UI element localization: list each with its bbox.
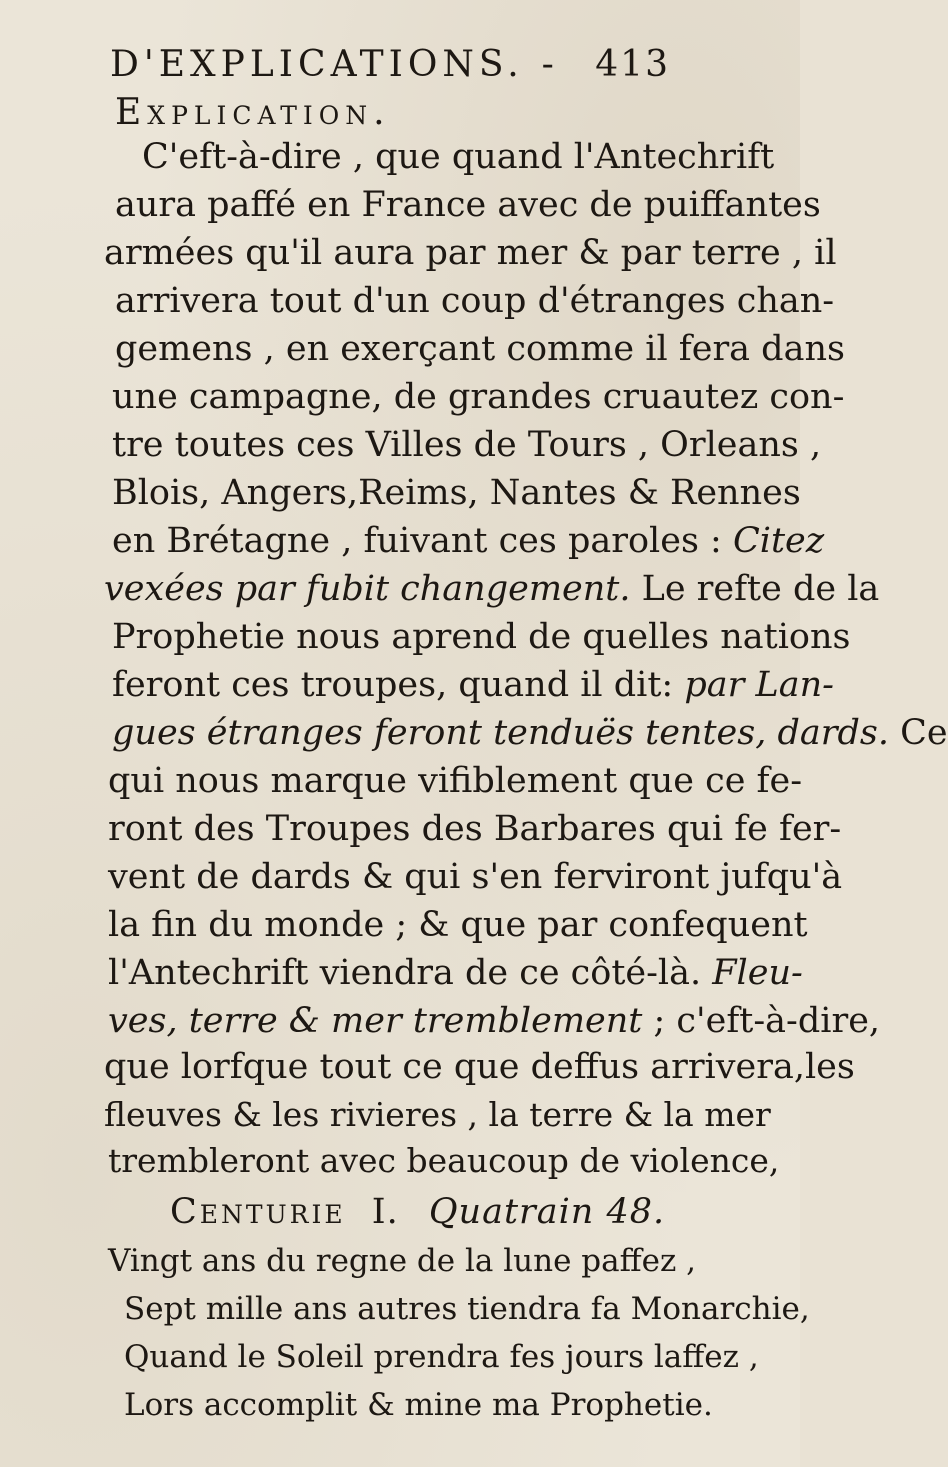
text-line: Prophetie nous aprend de quelles nations (112, 617, 851, 657)
running-head-dash: - (541, 44, 556, 85)
running-head-title: D'EXPLICATIONS. (110, 44, 524, 85)
quatrain-number: Quatrain 48. (428, 1192, 666, 1232)
text-line (112, 521, 825, 561)
text-line (108, 953, 803, 993)
text-line: la fin du monde ; & que par confequent (108, 905, 808, 945)
text-roman: Le refte de la (630, 569, 880, 609)
text-line (112, 665, 834, 705)
century-label: Centurie (170, 1192, 346, 1232)
text-italic: par Lan- (684, 665, 834, 705)
text-roman: l'Antechrift viendra de ce côté-là. (108, 953, 713, 993)
text-line: qui nous marque vifiblement que ce fe- (108, 761, 803, 801)
text-line: aura paffé en France avec de puiffantes (115, 185, 821, 225)
text-roman: Ce (888, 713, 948, 753)
century-heading (170, 1192, 665, 1232)
text-line: trembleront avec beaucoup de violence, (108, 1141, 780, 1180)
text-line (112, 713, 948, 753)
text-italic: Fleu- (712, 953, 803, 993)
text-line: vent de dards & qui s'en ferviront jufqu'à (108, 857, 843, 897)
text-line (108, 1001, 881, 1041)
text-line: gemens , en exerçant comme il fera dans (115, 329, 845, 369)
text-italic: Citez (732, 521, 825, 561)
text-roman: en Brétagne , fuivant ces paroles : (112, 521, 733, 561)
text-italic: vexées par fubit changement. (104, 569, 631, 609)
text-italic: ves, terre & mer tremblement (108, 1001, 643, 1041)
text-line: ront des Troupes des Barbares qui fe fer- (108, 809, 842, 849)
section-heading: Explication. (115, 92, 391, 133)
quatrain-line: Lors accomplit & mine ma Prophetie. (124, 1387, 713, 1423)
quatrain-line: Vingt ans du regne de la lune paffez , (108, 1243, 697, 1279)
text-line: armées qu'il aura par mer & par terre , il (104, 233, 837, 273)
text-roman: ; c'eft-à-dire, (642, 1001, 881, 1041)
text-line: tre toutes ces Villes de Tours , Orleans , (112, 425, 822, 465)
text-line: que lorfque tout ce que deffus arrivera,les (104, 1047, 855, 1087)
text-line: C'eft-à-dire , que quand l'Antechrift (142, 137, 775, 177)
text-line (104, 569, 880, 609)
text-line: Blois, Angers,Reims, Nantes & Rennes (112, 473, 801, 513)
text-roman: feront ces troupes, quand il dit: (112, 665, 685, 705)
text-line: arrivera tout d'un coup d'étranges chan- (115, 281, 835, 321)
quatrain-line: Sept mille ans autres tiendra fa Monarchie, (124, 1291, 810, 1327)
text-line: une campagne, de grandes cruautez con- (112, 377, 845, 417)
page-number: 413 (595, 44, 670, 85)
text-italic: gues étranges feront tenduës tentes, dards. (112, 713, 889, 753)
century-number: I. (371, 1192, 399, 1232)
quatrain-line: Quand le Soleil prendra fes jours laffez , (124, 1339, 759, 1375)
text-line: fleuves & les rivieres , la terre & la mer (104, 1095, 771, 1134)
